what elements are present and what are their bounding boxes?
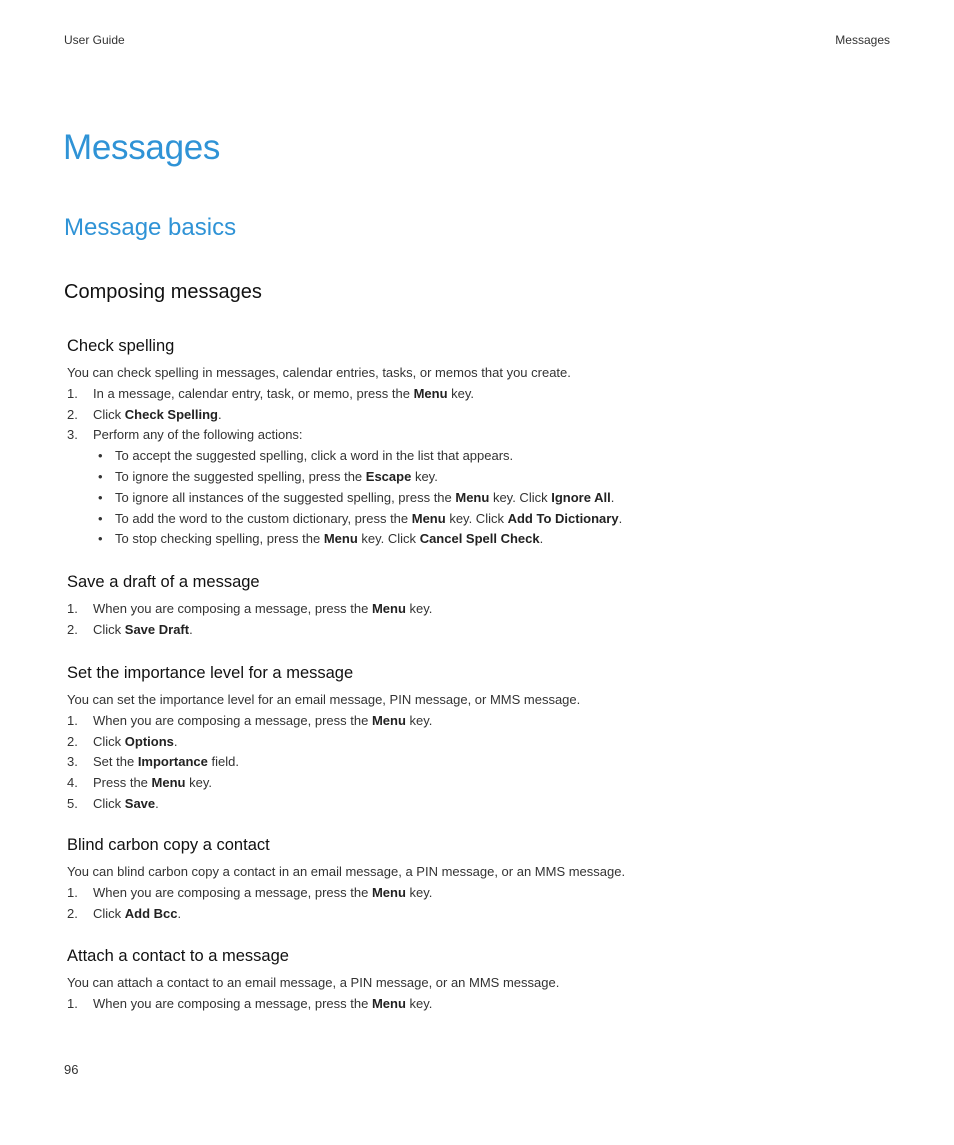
topic-title: Set the importance level for a message [67,664,354,682]
step-item: 1. When you are composing a message, press the Menu key. [67,712,433,728]
chapter-title: Messages [63,128,221,167]
topic-intro: You can check spelling in messages, calendar entries, tasks, or memos that you create. [67,365,571,380]
topic-intro: You can attach a contact to an email message, a PIN message, or an MMS message. [67,975,560,990]
topic-title: Save a draft of a message [67,573,260,591]
step-item: 1. When you are composing a message, press the Menu key. [67,601,433,616]
topic-title: Blind carbon copy a contact [67,836,270,854]
step-item: 2. Click Options. [67,733,178,749]
step-item: 4. Press the Menu key. [67,775,212,791]
bullet-list [67,446,907,550]
topic-save-draft [67,571,907,641]
subsection-title: Composing messages [64,281,262,303]
step-item: 5. Click Save. [67,795,159,811]
running-header-right: Messages [835,33,890,47]
running-header-left: User Guide [64,33,125,47]
topic-intro: You can set the importance level for an email message, PIN message, or MMS message. [67,692,581,707]
bullet-item: • To stop checking spelling, press the Menu key. Click Cancel Spell Check. [93,529,907,550]
topic-intro: You can blind carbon copy a contact in an email message, a PIN message, or an MMS message. [67,864,626,879]
bullet-item: • To ignore the suggested spelling, press the Escape key. [93,467,907,488]
bullet-item: • To ignore all instances of the suggested spelling, press the Menu key. Click Ignore All. [93,488,907,509]
step-item: 1. When you are composing a message, press the Menu key. [67,995,433,1011]
step-item: 1. In a message, calendar entry, task, or memo, press the Menu key. [67,385,475,401]
steps-list [67,384,907,446]
steps-list [67,994,907,1015]
bullet-item: • To accept the suggested spelling, click a word in the list that appears. [93,446,907,467]
topic-attach-contact [67,945,907,1015]
step-item: 3. Perform any of the following actions: [67,427,303,443]
topic-check-spelling [67,335,907,550]
bullet-item: • To add the word to the custom dictionary, press the Menu key. Click Add To Dictionary. [93,509,907,530]
steps-list [67,711,907,815]
step-item: 3. Set the Importance field. [67,754,239,770]
topic-title: Check spelling [67,337,175,355]
topic-bcc [67,834,907,924]
step-item: 1. When you are composing a message, press the Menu key. [67,884,433,900]
steps-list [67,883,907,925]
steps-list [67,599,907,641]
topic-title: Attach a contact to a message [67,947,289,965]
step-item: 2. Click Save Draft. [67,621,193,637]
topic-importance [67,662,907,815]
step-item: 2. Click Check Spelling. [67,406,222,422]
step-item: 2. Click Add Bcc. [67,905,182,921]
section-title: Message basics [64,214,237,241]
page-number: 96 [64,1062,79,1077]
